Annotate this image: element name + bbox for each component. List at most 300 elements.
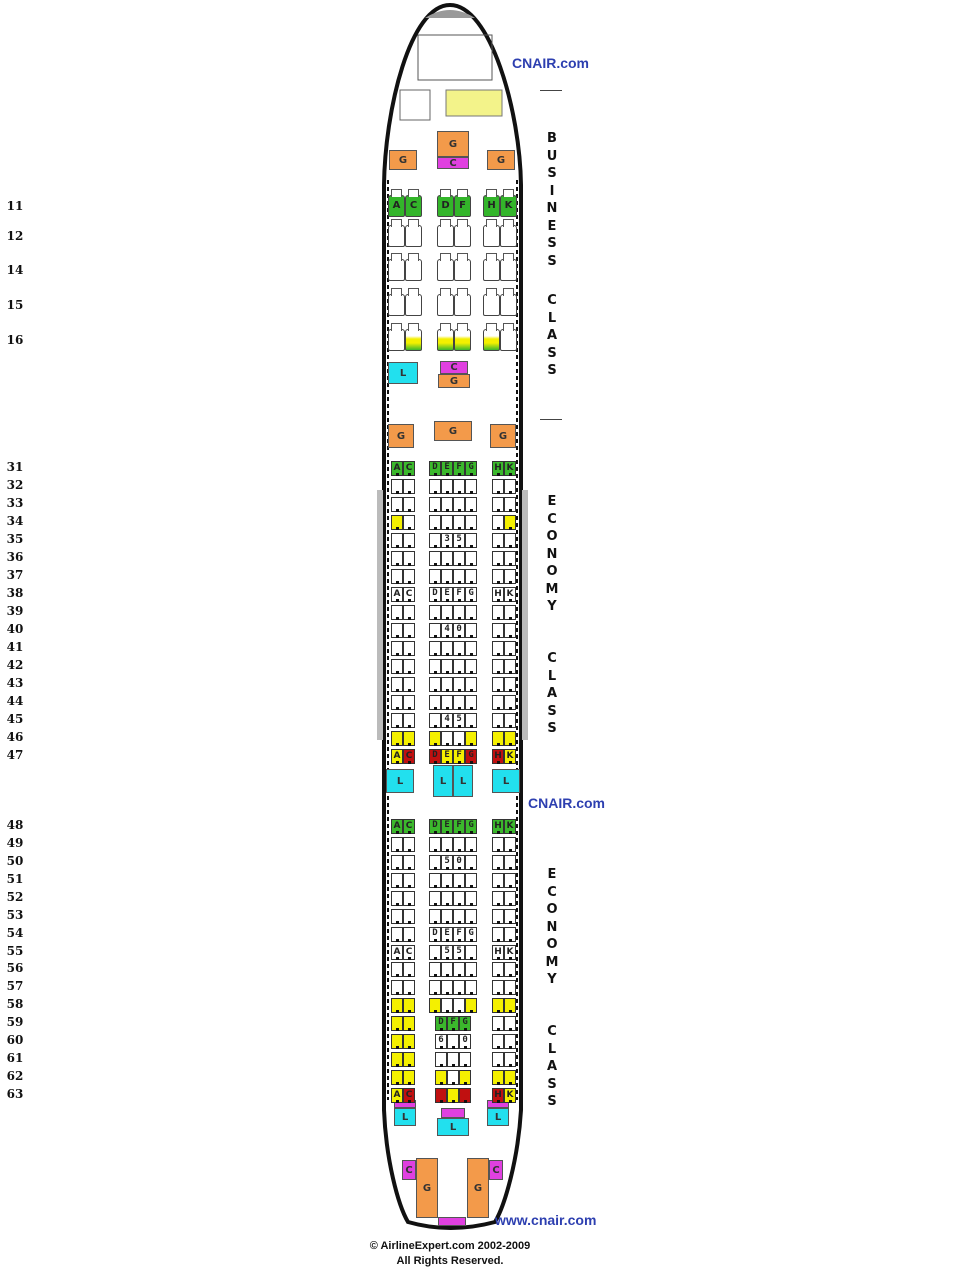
economy-seat[interactable] [441,551,453,566]
economy-seat[interactable] [391,677,403,692]
center-seat-letters: 45 [432,714,481,724]
economy-seat[interactable] [504,695,516,710]
row-number: 45 [6,712,24,726]
economy-seat[interactable] [465,677,477,692]
economy-seat[interactable] [441,659,453,674]
business-seat[interactable] [500,294,517,316]
economy-seat[interactable] [465,641,477,656]
center-seat-letters: DEFG [432,750,481,760]
economy-seat[interactable] [429,551,441,566]
lavatory: L [394,1108,416,1126]
economy-seat[interactable]: H [492,945,504,960]
economy-seat[interactable] [492,605,504,620]
economy-seat[interactable] [465,695,477,710]
economy-seat[interactable]: A [391,945,403,960]
economy-seat[interactable] [453,695,465,710]
business-seat[interactable] [454,225,471,247]
economy-seat[interactable] [429,909,441,924]
economy-seat[interactable] [391,837,403,852]
economy-seat[interactable] [403,641,415,656]
economy-seat[interactable] [391,927,403,942]
economy-seat[interactable] [492,695,504,710]
business-seat[interactable] [500,259,517,281]
row-number: 31 [6,460,24,474]
economy-seat[interactable] [504,515,516,530]
economy-seat[interactable] [403,962,415,977]
business-seat[interactable] [437,259,454,281]
economy-seat[interactable] [453,980,465,995]
row-number: 62 [6,1069,24,1084]
economy-seat[interactable]: A [391,819,403,834]
economy-seat[interactable] [391,891,403,906]
economy-seat[interactable] [441,569,453,584]
economy-seat[interactable] [492,980,504,995]
business-seat[interactable] [388,259,405,281]
galley: G [416,1158,438,1218]
economy-seat[interactable] [403,891,415,906]
economy-seat[interactable] [441,837,453,852]
row-number: 37 [6,568,24,582]
economy-seat[interactable] [403,497,415,512]
economy-seat[interactable] [504,980,516,995]
economy-seat[interactable]: K [504,819,516,834]
economy-seat[interactable] [465,515,477,530]
economy-seat[interactable] [492,623,504,638]
economy-seat[interactable] [465,909,477,924]
economy-seat[interactable] [429,695,441,710]
economy-seat[interactable] [492,891,504,906]
economy-seat[interactable] [429,605,441,620]
row-number: 49 [6,835,24,850]
economy-seat[interactable] [429,837,441,852]
economy-seat[interactable]: K [504,945,516,960]
brand-middle[interactable]: CNAIR.com [528,795,606,811]
row-number: 44 [6,694,24,708]
economy-seat[interactable] [465,731,477,746]
economy-seat[interactable] [492,641,504,656]
economy-seat[interactable] [504,855,516,870]
economy-seat[interactable] [429,962,441,977]
business-seat[interactable]: A [388,195,405,217]
economy-seat[interactable] [504,497,516,512]
row-number: 41 [6,640,24,654]
economy-seat[interactable] [492,515,504,530]
business-seat[interactable]: C [405,195,422,217]
galley: G [487,150,515,170]
economy-seat[interactable] [441,998,453,1013]
business-seat[interactable] [483,259,500,281]
economy-seat[interactable] [504,998,516,1013]
row-number: 33 [6,496,24,510]
closet: C [489,1160,503,1180]
row-number: 59 [6,1015,24,1030]
economy-seat[interactable] [453,962,465,977]
economy-seat[interactable] [453,998,465,1013]
economy-seat[interactable] [453,677,465,692]
economy-seat[interactable] [429,569,441,584]
business-seat[interactable] [388,329,405,351]
economy-seat[interactable] [504,659,516,674]
economy-seat[interactable]: H [492,819,504,834]
economy-seat[interactable] [453,659,465,674]
economy-seat[interactable] [453,909,465,924]
economy-seat[interactable] [391,873,403,888]
economy-seat[interactable] [492,1016,504,1031]
economy-seat[interactable] [429,479,441,494]
economy-seat[interactable]: C [403,749,415,764]
row-number: 14 [6,263,24,277]
business-seat[interactable] [483,294,500,316]
economy-seat[interactable] [465,998,477,1013]
economy-seat[interactable] [504,837,516,852]
economy-seat[interactable] [391,623,403,638]
economy-seat[interactable] [391,551,403,566]
economy-seat[interactable] [391,998,403,1013]
economy-seat[interactable] [403,659,415,674]
economy-seat[interactable] [492,569,504,584]
economy-seat[interactable] [403,837,415,852]
economy-seat[interactable] [453,569,465,584]
row-number: 39 [6,604,24,618]
closet: C [437,157,469,169]
economy-seat[interactable]: A [391,1088,403,1103]
economy-seat[interactable] [504,713,516,728]
economy-seat[interactable] [492,659,504,674]
business-seat[interactable] [388,225,405,247]
economy-seat[interactable] [441,497,453,512]
economy-seat[interactable]: C [403,945,415,960]
economy-seat[interactable] [504,605,516,620]
economy-seat[interactable] [429,641,441,656]
business-seat[interactable] [500,225,517,247]
economy-seat[interactable] [391,713,403,728]
economy-seat[interactable]: C [403,819,415,834]
economy-seat[interactable]: K [504,587,516,602]
economy-seat[interactable]: K [504,1088,516,1103]
economy-seat[interactable] [453,497,465,512]
economy-seat[interactable] [492,713,504,728]
business-seat[interactable] [500,329,517,351]
economy-seat[interactable]: C [403,1088,415,1103]
economy-seat[interactable] [403,980,415,995]
business-seat[interactable] [454,294,471,316]
economy-seat[interactable] [441,641,453,656]
economy-seat[interactable]: K [504,461,516,476]
economy-seat[interactable] [429,980,441,995]
economy-seat[interactable] [504,551,516,566]
economy-seat[interactable] [447,1052,459,1067]
economy-seat[interactable] [403,533,415,548]
economy-seat[interactable] [492,551,504,566]
economy-seat[interactable] [429,497,441,512]
economy-seat[interactable] [391,659,403,674]
economy-seat[interactable] [435,1052,447,1067]
economy-seat[interactable] [403,515,415,530]
closet: C [440,361,468,374]
economy-seat[interactable] [453,891,465,906]
economy-seat[interactable]: K [504,749,516,764]
business-seat[interactable]: D [437,195,454,217]
economy-seat[interactable] [391,962,403,977]
economy-seat[interactable] [492,998,504,1013]
economy-seat[interactable] [403,998,415,1013]
economy-seat[interactable] [441,891,453,906]
economy-seat[interactable] [504,641,516,656]
economy-seat[interactable] [391,533,403,548]
economy-seat[interactable] [403,855,415,870]
row-number: 36 [6,550,24,564]
economy-seat[interactable] [429,873,441,888]
economy-seat[interactable] [492,873,504,888]
economy-seat[interactable] [391,909,403,924]
brand-top[interactable]: CNAIR.com [512,55,590,71]
row-number: 55 [6,943,24,958]
economy-seat[interactable] [465,837,477,852]
economy-seat[interactable] [453,551,465,566]
business-class-label: BUSINESS [546,131,558,269]
economy-seat[interactable] [459,1070,471,1085]
economy-seat[interactable] [403,1052,415,1067]
economy-seat[interactable] [492,927,504,942]
economy-seat[interactable] [465,980,477,995]
business-seat[interactable] [405,294,422,316]
galley: G [490,424,516,448]
economy-seat[interactable] [492,533,504,548]
row-number: 15 [6,298,24,312]
economy-seat[interactable] [453,731,465,746]
row-number: 12 [6,229,24,243]
economy-seat[interactable] [504,731,516,746]
economy-seat[interactable] [441,605,453,620]
economy-seat[interactable] [391,515,403,530]
economy-seat[interactable] [435,1088,447,1103]
economy-seat[interactable] [465,479,477,494]
economy-seat[interactable] [441,695,453,710]
economy-seat[interactable] [391,569,403,584]
economy-seat[interactable] [492,837,504,852]
economy-seat[interactable]: C [403,461,415,476]
economy-seat[interactable] [504,623,516,638]
economy-seat[interactable] [465,891,477,906]
center-seat-letters: 50 [432,855,481,866]
economy-seat[interactable] [403,713,415,728]
economy-seat[interactable] [403,731,415,746]
economy-class-label: ECONOMY [545,494,559,614]
economy-seat[interactable] [459,1088,471,1103]
economy-seat[interactable] [391,497,403,512]
economy-seat[interactable] [504,1052,516,1067]
economy-seat[interactable] [465,497,477,512]
economy-seat[interactable] [453,605,465,620]
business-seat[interactable] [405,225,422,247]
economy-seat[interactable]: H [492,749,504,764]
economy2-class-label: ECONOMY [545,867,559,987]
economy-seat[interactable] [391,1070,403,1085]
economy-seat[interactable] [465,569,477,584]
row-number: 47 [6,748,24,762]
economy-seat[interactable] [447,1088,459,1103]
business-seat[interactable] [483,225,500,247]
economy-seat[interactable] [403,551,415,566]
economy-seat[interactable] [492,1052,504,1067]
economy-seat[interactable] [453,837,465,852]
economy-seat[interactable] [441,962,453,977]
business-seat[interactable] [405,329,422,351]
economy-seat[interactable] [465,659,477,674]
copyright: © AirlineExpert.com 2002-2009 [369,1240,531,1252]
economy-seat[interactable] [492,1070,504,1085]
economy-seat[interactable] [403,479,415,494]
economy-seat[interactable] [403,1070,415,1085]
economy-seat[interactable] [492,479,504,494]
economy-seat[interactable]: A [391,749,403,764]
row-number: 42 [6,658,24,672]
row-number: 11 [6,199,24,213]
economy-seat[interactable]: A [391,461,403,476]
economy-seat[interactable] [465,551,477,566]
lavatory: L [388,362,418,384]
economy-seat[interactable] [429,891,441,906]
galley: G [467,1158,489,1218]
center-seat-letters: DEFG [432,820,481,830]
economy-seat[interactable] [403,909,415,924]
economy-seat[interactable] [504,1034,516,1049]
row-number: 34 [6,514,24,528]
section-divider [540,419,562,420]
row-number: 56 [6,961,24,976]
economy-seat[interactable] [391,1034,403,1049]
economy-seat[interactable] [441,677,453,692]
economy-seat[interactable] [504,533,516,548]
economy-seat[interactable] [403,623,415,638]
economy-seat[interactable] [504,909,516,924]
economy-seat[interactable] [403,677,415,692]
row-number: 52 [6,889,24,904]
economy-seat[interactable] [441,731,453,746]
economy-seat[interactable] [492,731,504,746]
economy-seat[interactable] [403,695,415,710]
business-seat[interactable]: H [483,195,500,217]
row-number: 54 [6,925,24,940]
economy-seat[interactable] [504,1070,516,1085]
economy-seat[interactable] [447,1070,459,1085]
economy-seat[interactable] [403,873,415,888]
economy-seat[interactable] [429,659,441,674]
economy-seat[interactable] [441,980,453,995]
economy-seat[interactable] [492,962,504,977]
economy-seat[interactable] [391,980,403,995]
row-number: 50 [6,853,24,868]
economy2-class-label-2: CLASS [546,1024,558,1109]
economy-seat[interactable] [429,515,441,530]
center-seat-letters: 6 0 [438,1035,475,1046]
lavatory: L [492,769,520,793]
row-number: 32 [6,478,24,492]
economy-seat[interactable] [492,855,504,870]
economy-seat[interactable] [465,873,477,888]
row-number: 63 [6,1086,24,1101]
economy-seat[interactable] [441,515,453,530]
row-number: 40 [6,622,24,636]
center-seat-letters: DFG [438,1017,475,1028]
economy-seat[interactable] [429,731,441,746]
business-seat[interactable] [437,329,454,351]
business-seat[interactable]: K [500,195,517,217]
closet [438,1217,466,1226]
business-seat[interactable] [437,294,454,316]
economy-seat[interactable] [504,927,516,942]
center-seat-letters: DEFG [432,927,481,938]
economy-seat[interactable]: H [492,461,504,476]
economy-seat[interactable] [403,1034,415,1049]
economy-seat[interactable] [403,605,415,620]
economy-seat[interactable] [391,1016,403,1031]
lavatory: L [453,765,473,797]
brand-bottom[interactable]: www.cnair.com [495,1212,597,1228]
economy-seat[interactable] [453,873,465,888]
economy-seat[interactable]: H [492,1088,504,1103]
economy-seat[interactable] [492,1034,504,1049]
center-seat-letters: DEFG [432,588,481,598]
business-seat[interactable] [483,329,500,351]
business-seat[interactable] [437,225,454,247]
economy-seat[interactable] [403,1016,415,1031]
economy-seat[interactable] [441,479,453,494]
economy-seat[interactable] [504,1016,516,1031]
economy-seat[interactable]: H [492,587,504,602]
economy-seat[interactable] [465,605,477,620]
economy-seat[interactable] [504,479,516,494]
business-seat[interactable] [454,259,471,281]
economy-seat[interactable] [391,479,403,494]
economy-seat[interactable] [492,677,504,692]
economy-seat[interactable] [403,927,415,942]
economy-seat[interactable] [403,569,415,584]
economy-seat[interactable] [459,1052,471,1067]
closet [441,1108,465,1118]
economy-seat[interactable] [441,873,453,888]
economy-seat[interactable] [391,695,403,710]
economy-seat[interactable] [453,515,465,530]
economy-seat[interactable] [435,1070,447,1085]
business-seat[interactable] [388,294,405,316]
economy-seat[interactable] [492,497,504,512]
economy-seat[interactable] [391,855,403,870]
economy-seat[interactable] [504,677,516,692]
economy-seat[interactable] [391,1052,403,1067]
economy-seat[interactable] [492,909,504,924]
economy-seat[interactable] [453,479,465,494]
business-seat[interactable]: F [454,195,471,217]
economy-seat[interactable] [429,677,441,692]
economy-seat[interactable]: A [391,587,403,602]
business-seat[interactable] [405,259,422,281]
economy-seat[interactable] [441,909,453,924]
economy-seat[interactable] [465,962,477,977]
economy-seat[interactable] [391,731,403,746]
economy-seat[interactable] [504,891,516,906]
economy-seat[interactable] [391,641,403,656]
business-seat[interactable] [454,329,471,351]
economy-seat[interactable] [504,962,516,977]
economy-seat[interactable] [504,569,516,584]
economy-seat[interactable] [391,605,403,620]
closet: C [402,1160,416,1180]
economy-seat[interactable]: C [403,587,415,602]
economy-seat[interactable] [453,641,465,656]
economy-seat[interactable] [504,873,516,888]
economy-seat[interactable] [429,998,441,1013]
